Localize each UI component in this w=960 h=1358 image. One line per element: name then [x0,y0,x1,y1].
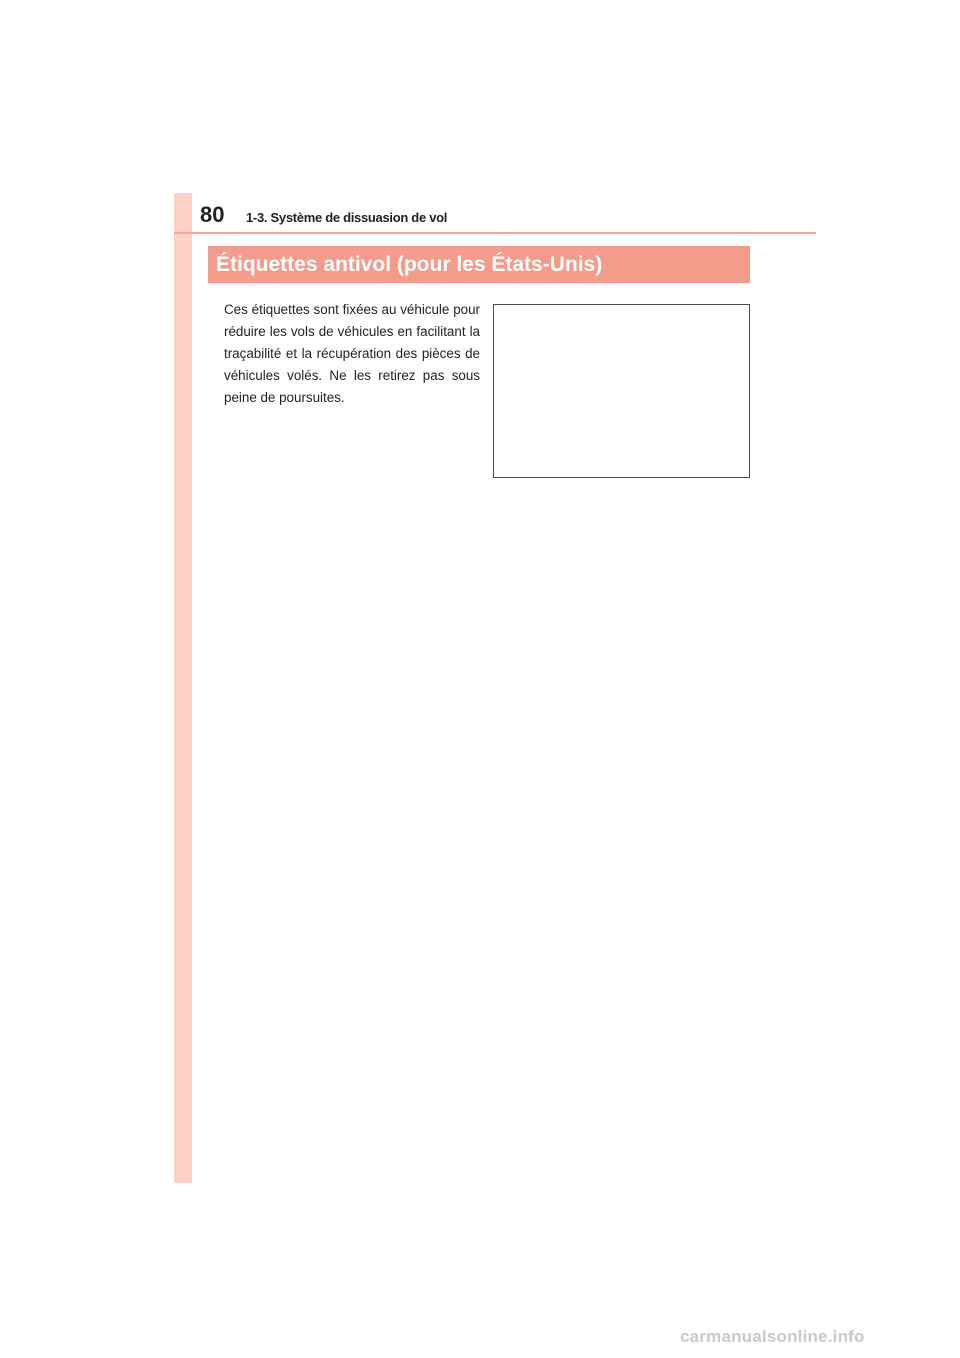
section-label: 1-3. Système de dissuasion de vol [246,210,448,225]
header-divider [174,232,816,234]
page-number: 80 [200,202,225,227]
body-paragraph: Ces étiquettes sont fixées au véhicule pour réduire les vols de véhicules en facilitant la traçabilité et la récupération des pièces de véhicules volés. Ne les retirez pas sous peine de poursuites. [224,302,480,405]
section-title: Étiquettes antivol (pour les États-Unis) [216,253,603,276]
section-title-bar [208,246,750,283]
illustration-frame [493,304,750,478]
side-margin-band [174,193,192,1183]
watermark: carmanualsonline.info [680,1327,865,1346]
